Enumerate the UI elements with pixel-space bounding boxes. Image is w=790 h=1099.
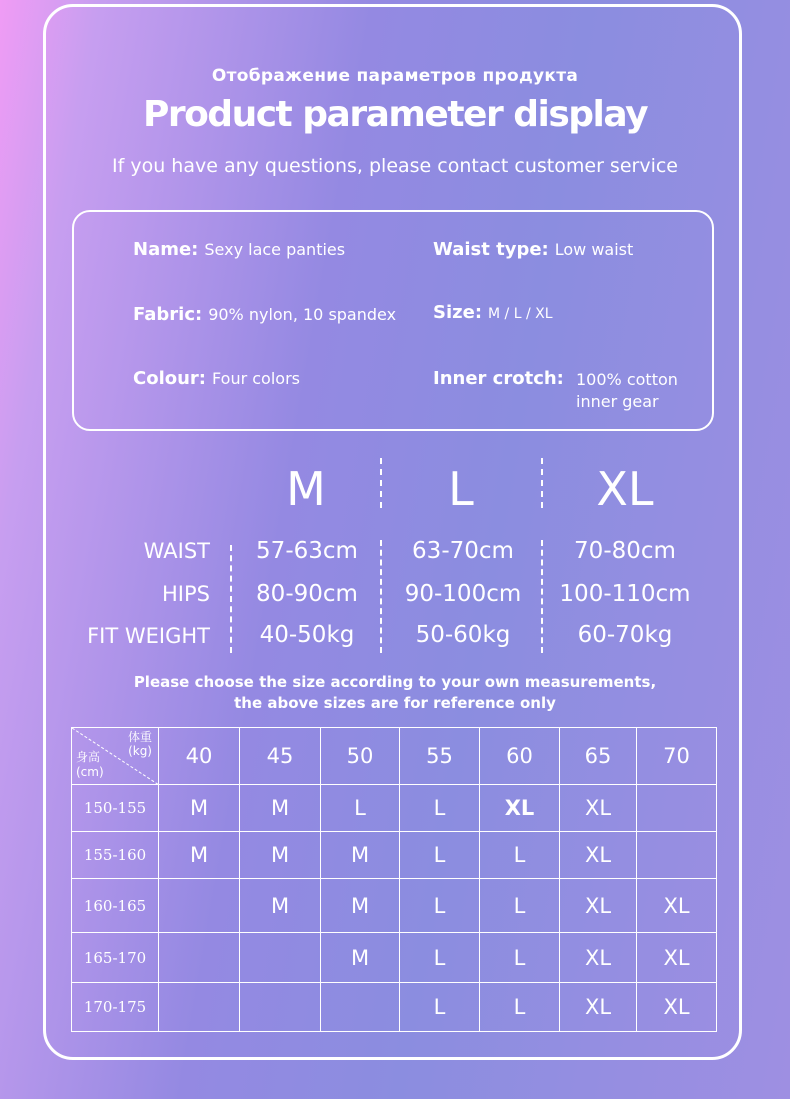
- info-fabric: [133, 304, 396, 326]
- size-cell: [159, 983, 240, 1032]
- hips-m: 80-90cm: [256, 581, 358, 607]
- size-cell: M: [321, 832, 400, 879]
- hips-xl: 100-110cm: [559, 581, 691, 607]
- size-cell: M: [321, 879, 400, 933]
- weight-col-header: 50: [321, 728, 400, 785]
- hips-l: 90-100cm: [404, 581, 522, 607]
- size-cell: XL: [560, 785, 637, 832]
- table-row: [72, 879, 717, 933]
- measure-label-hips: HIPS: [162, 582, 210, 606]
- fit-weight-xl: 60-70kg: [577, 622, 673, 648]
- weight-col-header: 55: [400, 728, 480, 785]
- info-size: [433, 302, 553, 325]
- size-cell: M: [159, 832, 240, 879]
- size-divider-top-2: [541, 458, 543, 508]
- info-fabric-value: 90% nylon, 10 spandex: [208, 305, 397, 324]
- size-cell: XL: [560, 879, 637, 933]
- size-cell: [321, 983, 400, 1032]
- table-corner-cell: [72, 728, 159, 785]
- weight-col-header: 40: [159, 728, 240, 785]
- size-cell: XL: [560, 983, 637, 1032]
- info-fabric-label: Fabric:: [133, 304, 203, 325]
- measure-label-waist: WAIST: [143, 539, 210, 563]
- size-note-line1: Please choose the size according to your own measurements,: [133, 673, 657, 691]
- height-row-header: 155-160: [72, 832, 159, 879]
- size-cell: L: [400, 879, 480, 933]
- table-row: [72, 933, 717, 983]
- weight-col-header: 45: [240, 728, 321, 785]
- weight-col-header: 60: [480, 728, 560, 785]
- size-cell: L: [480, 933, 560, 983]
- info-waist-type-value: Low waist: [554, 240, 634, 259]
- weight-col-header: 65: [560, 728, 637, 785]
- table-row: [72, 983, 717, 1032]
- size-cell: XL: [637, 879, 717, 933]
- height-weight-size-table: [71, 727, 717, 1032]
- size-cell: [637, 785, 717, 832]
- info-inner-crotch: [433, 368, 570, 390]
- corner-height-label: 身高 (cm): [76, 750, 104, 779]
- size-note: [0, 672, 790, 714]
- fit-weight-m: 40-50kg: [259, 622, 355, 648]
- info-name-label: Name:: [133, 239, 199, 260]
- info-size-label: Size:: [433, 302, 483, 323]
- subtitle-russian: Отображение параметров продукта: [211, 66, 579, 86]
- size-cell: XL: [560, 933, 637, 983]
- size-cell: L: [480, 879, 560, 933]
- size-cell: M: [240, 785, 321, 832]
- size-cell: XL: [480, 785, 560, 832]
- size-cell: L: [400, 832, 480, 879]
- size-cell: L: [400, 785, 480, 832]
- size-divider-top-1: [380, 458, 382, 508]
- waist-m: 57-63cm: [256, 538, 358, 564]
- size-header-l: L: [448, 462, 474, 516]
- size-cell: M: [321, 933, 400, 983]
- size-cell: XL: [560, 832, 637, 879]
- size-cell: M: [159, 785, 240, 832]
- size-header-m: M: [286, 462, 326, 516]
- waist-l: 63-70cm: [412, 538, 514, 564]
- info-inner-crotch-value: [576, 369, 678, 413]
- size-cell: M: [240, 832, 321, 879]
- fit-weight-l: 50-60kg: [415, 622, 511, 648]
- height-row-header: 160-165: [72, 879, 159, 933]
- height-row-header: 170-175: [72, 983, 159, 1032]
- info-colour-label: Colour:: [133, 368, 207, 389]
- page-title: Product parameter display: [142, 94, 648, 135]
- height-row-header: 150-155: [72, 785, 159, 832]
- info-inner-crotch-value-line1: 100% cotton: [576, 370, 678, 389]
- info-size-value: M / L / XL: [488, 306, 553, 322]
- weight-col-header: 70: [637, 728, 717, 785]
- size-cell: L: [480, 983, 560, 1032]
- size-cell: [637, 832, 717, 879]
- info-colour: [133, 368, 300, 390]
- info-inner-crotch-value-line2: inner gear: [576, 392, 659, 411]
- info-inner-crotch-label: Inner crotch:: [433, 368, 564, 389]
- size-cell: [159, 933, 240, 983]
- subtitle-contact: If you have any questions, please contact customer service: [112, 155, 678, 177]
- size-cell: [240, 983, 321, 1032]
- waist-xl: 70-80cm: [574, 538, 676, 564]
- size-cell: L: [400, 933, 480, 983]
- size-header-xl: XL: [596, 462, 654, 516]
- info-name-value: Sexy lace panties: [204, 240, 346, 259]
- table-row: [72, 785, 717, 832]
- height-row-header: 165-170: [72, 933, 159, 983]
- size-cell: XL: [637, 933, 717, 983]
- size-cell: XL: [637, 983, 717, 1032]
- info-waist-type: [433, 239, 633, 261]
- info-colour-value: Four colors: [212, 369, 300, 388]
- table-header-row: [72, 728, 717, 785]
- size-cell: M: [240, 879, 321, 933]
- size-divider-3: [541, 540, 543, 653]
- size-note-line2: the above sizes are for reference only: [234, 694, 556, 712]
- size-cell: [159, 879, 240, 933]
- info-waist-type-label: Waist type:: [433, 239, 549, 260]
- measure-label-fit-weight: FIT WEIGHT: [87, 624, 210, 648]
- size-cell: [240, 933, 321, 983]
- corner-weight-label: 体重 (kg): [127, 730, 152, 758]
- size-cell: L: [321, 785, 400, 832]
- size-cell: L: [400, 983, 480, 1032]
- info-name: [133, 239, 345, 261]
- table-row: [72, 832, 717, 879]
- size-cell: L: [480, 832, 560, 879]
